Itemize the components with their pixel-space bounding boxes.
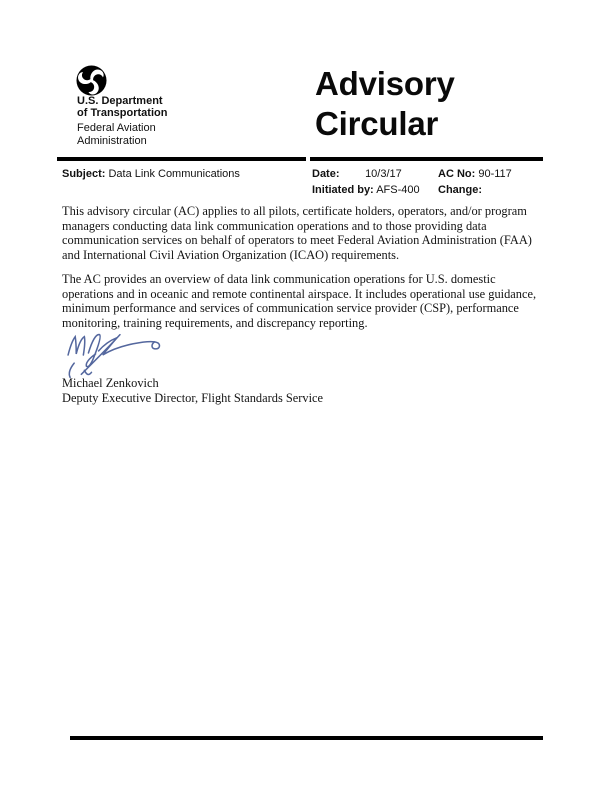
ac-no-change-block — [438, 167, 512, 198]
signatory-block — [62, 376, 323, 405]
date-label: Date: — [312, 168, 340, 180]
initiated-by-label: Initiated by: — [312, 183, 374, 196]
document-title — [315, 64, 455, 144]
body-paragraph-2: The AC provides an overview of data link communication operations for U.S. domestic operations and in oceanic and remote continental airspace. It includes operational use guidance, minimum performance and services of communication service provider (CSP), performance monitoring, training requirements, and discrepancy reporting. — [62, 272, 537, 331]
date-initiated-block — [312, 167, 420, 198]
initiated-by-value: AFS-400 — [376, 183, 420, 196]
ac-no-label: AC No: — [438, 168, 476, 180]
header-rule-right — [310, 157, 543, 161]
date-value: 10/3/17 — [365, 168, 402, 180]
header-rule-left — [57, 157, 306, 161]
subject-label: Subject: — [62, 168, 106, 180]
agency-line-3: Federal Aviation — [77, 122, 156, 135]
signature-scribble-icon — [64, 329, 176, 381]
subject-line — [62, 167, 240, 183]
body-paragraph-1: This advisory circular (AC) applies to all pilots, certificate holders, operators, and/or program managers conducting data link communication operations and to those providing data communication services on behalf of operators to meet Federal Aviation Administration (FAA) and International Civil Aviation Organization (ICAO) requirements. — [62, 204, 532, 263]
agency-line-4: Administration — [77, 134, 147, 147]
signatory-name: Michael Zenkovich — [62, 376, 159, 390]
signatory-title: Deputy Executive Director, Flight Standards Service — [62, 390, 324, 405]
agency-name-block — [77, 95, 167, 147]
change-label: Change: — [438, 183, 482, 196]
document-title-line-1: Advisory — [315, 65, 455, 102]
ac-no-value: 90-117 — [478, 168, 512, 180]
agency-line-2: of Transportation — [77, 107, 168, 120]
footer-rule — [70, 736, 543, 740]
document-title-line-2: Circular — [315, 105, 439, 142]
us-dot-logo-icon — [76, 65, 107, 96]
subject-value: Data Link Communications — [108, 168, 240, 180]
agency-line-1: U.S. Department — [77, 95, 163, 107]
